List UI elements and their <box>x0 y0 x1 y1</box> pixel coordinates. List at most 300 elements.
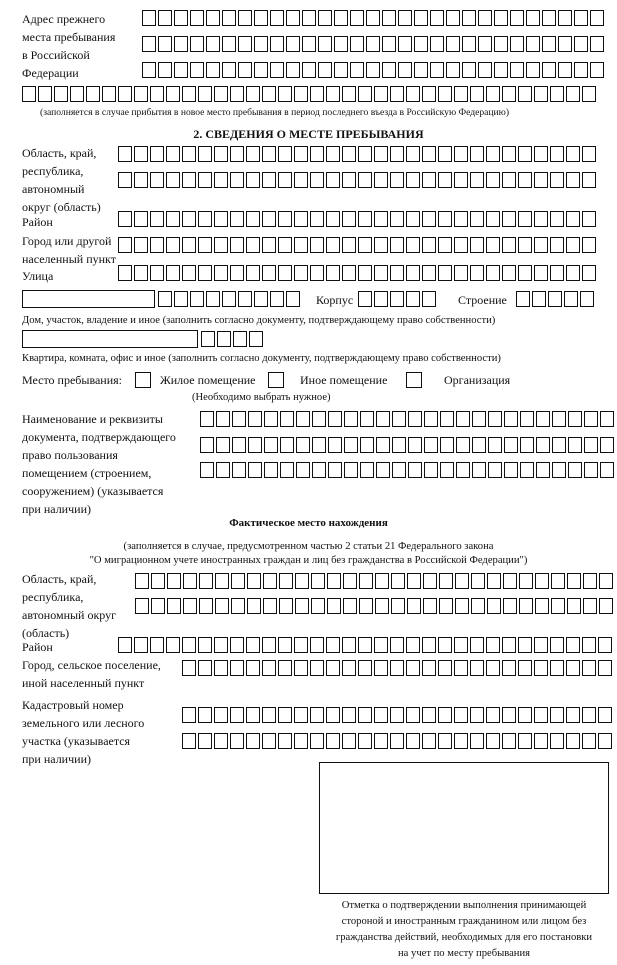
region-row-1[interactable] <box>118 146 598 164</box>
char-cell[interactable] <box>518 211 532 227</box>
char-cell[interactable] <box>263 598 277 614</box>
char-cell[interactable] <box>470 146 484 162</box>
char-cell[interactable] <box>350 36 364 52</box>
char-cell[interactable] <box>406 707 420 723</box>
char-cell[interactable] <box>470 660 484 676</box>
char-cell[interactable] <box>286 62 300 78</box>
char-cell[interactable] <box>232 437 246 453</box>
char-cell[interactable] <box>422 146 436 162</box>
char-cell[interactable] <box>552 411 566 427</box>
char-cell[interactable] <box>518 660 532 676</box>
char-cell[interactable] <box>542 10 556 26</box>
char-cell[interactable] <box>158 36 172 52</box>
char-cell[interactable] <box>598 733 612 749</box>
char-cell[interactable] <box>198 733 212 749</box>
char-cell[interactable] <box>382 62 396 78</box>
char-cell[interactable] <box>486 211 500 227</box>
char-cell[interactable] <box>246 265 260 281</box>
char-cell[interactable] <box>166 237 180 253</box>
char-cell[interactable] <box>536 411 550 427</box>
char-cell[interactable] <box>502 237 516 253</box>
char-cell[interactable] <box>502 146 516 162</box>
char-cell[interactable] <box>446 36 460 52</box>
char-cell[interactable] <box>376 437 390 453</box>
char-cell[interactable] <box>294 265 308 281</box>
char-cell[interactable] <box>215 598 229 614</box>
char-cell[interactable] <box>472 437 486 453</box>
char-cell[interactable] <box>519 573 533 589</box>
apartment-cells[interactable] <box>201 331 265 349</box>
char-cell[interactable] <box>550 265 564 281</box>
char-cell[interactable] <box>567 573 581 589</box>
char-cell[interactable] <box>470 172 484 188</box>
char-cell[interactable] <box>550 146 564 162</box>
char-cell[interactable] <box>199 598 213 614</box>
char-cell[interactable] <box>334 36 348 52</box>
char-cell[interactable] <box>439 598 453 614</box>
char-cell[interactable] <box>454 660 468 676</box>
char-cell[interactable] <box>262 172 276 188</box>
char-cell[interactable] <box>422 237 436 253</box>
char-cell[interactable] <box>247 573 261 589</box>
char-cell[interactable] <box>198 211 212 227</box>
char-cell[interactable] <box>118 265 132 281</box>
char-cell[interactable] <box>414 10 428 26</box>
char-cell[interactable] <box>454 265 468 281</box>
char-cell[interactable] <box>182 733 196 749</box>
char-cell[interactable] <box>198 637 212 653</box>
char-cell[interactable] <box>374 660 388 676</box>
char-cell[interactable] <box>504 462 518 478</box>
char-cell[interactable] <box>599 598 613 614</box>
char-cell[interactable] <box>456 437 470 453</box>
char-cell[interactable] <box>230 733 244 749</box>
char-cell[interactable] <box>246 733 260 749</box>
char-cell[interactable] <box>166 146 180 162</box>
char-cell[interactable] <box>424 411 438 427</box>
char-cell[interactable] <box>174 291 188 307</box>
char-cell[interactable] <box>22 86 36 102</box>
char-cell[interactable] <box>262 707 276 723</box>
char-cell[interactable] <box>342 707 356 723</box>
char-cell[interactable] <box>230 637 244 653</box>
char-cell[interactable] <box>406 146 420 162</box>
char-cell[interactable] <box>366 62 380 78</box>
char-cell[interactable] <box>582 733 596 749</box>
char-cell[interactable] <box>326 733 340 749</box>
char-cell[interactable] <box>270 36 284 52</box>
char-cell[interactable] <box>246 146 260 162</box>
char-cell[interactable] <box>344 437 358 453</box>
prev-address-row-1[interactable] <box>142 10 606 28</box>
char-cell[interactable] <box>376 411 390 427</box>
char-cell[interactable] <box>472 411 486 427</box>
char-cell[interactable] <box>334 62 348 78</box>
char-cell[interactable] <box>518 733 532 749</box>
char-cell[interactable] <box>342 637 356 653</box>
char-cell[interactable] <box>584 411 598 427</box>
document-row-2[interactable] <box>200 437 616 455</box>
char-cell[interactable] <box>550 660 564 676</box>
char-cell[interactable] <box>294 86 308 102</box>
char-cell[interactable] <box>390 237 404 253</box>
char-cell[interactable] <box>392 437 406 453</box>
char-cell[interactable] <box>422 707 436 723</box>
char-cell[interactable] <box>118 86 132 102</box>
char-cell[interactable] <box>254 10 268 26</box>
char-cell[interactable] <box>150 265 164 281</box>
char-cell[interactable] <box>550 172 564 188</box>
char-cell[interactable] <box>374 211 388 227</box>
street-row[interactable] <box>118 265 598 283</box>
char-cell[interactable] <box>246 660 260 676</box>
char-cell[interactable] <box>167 573 181 589</box>
korpus-cells[interactable] <box>358 291 438 309</box>
char-cell[interactable] <box>200 411 214 427</box>
char-cell[interactable] <box>440 437 454 453</box>
char-cell[interactable] <box>520 462 534 478</box>
char-cell[interactable] <box>150 146 164 162</box>
char-cell[interactable] <box>342 86 356 102</box>
char-cell[interactable] <box>462 36 476 52</box>
char-cell[interactable] <box>312 462 326 478</box>
char-cell[interactable] <box>462 10 476 26</box>
char-cell[interactable] <box>375 598 389 614</box>
char-cell[interactable] <box>198 265 212 281</box>
char-cell[interactable] <box>326 660 340 676</box>
char-cell[interactable] <box>334 10 348 26</box>
char-cell[interactable] <box>182 237 196 253</box>
char-cell[interactable] <box>582 172 596 188</box>
char-cell[interactable] <box>502 86 516 102</box>
char-cell[interactable] <box>118 637 132 653</box>
char-cell[interactable] <box>358 660 372 676</box>
char-cell[interactable] <box>262 660 276 676</box>
char-cell[interactable] <box>262 146 276 162</box>
char-cell[interactable] <box>134 146 148 162</box>
char-cell[interactable] <box>310 660 324 676</box>
char-cell[interactable] <box>280 411 294 427</box>
char-cell[interactable] <box>328 411 342 427</box>
char-cell[interactable] <box>278 637 292 653</box>
char-cell[interactable] <box>374 637 388 653</box>
district-row[interactable] <box>118 211 598 229</box>
char-cell[interactable] <box>470 237 484 253</box>
house-field[interactable] <box>22 290 155 308</box>
char-cell[interactable] <box>534 86 548 102</box>
char-cell[interactable] <box>407 573 421 589</box>
char-cell[interactable] <box>568 462 582 478</box>
char-cell[interactable] <box>183 573 197 589</box>
char-cell[interactable] <box>318 36 332 52</box>
char-cell[interactable] <box>374 291 388 307</box>
char-cell[interactable] <box>358 172 372 188</box>
char-cell[interactable] <box>278 265 292 281</box>
char-cell[interactable] <box>406 172 420 188</box>
char-cell[interactable] <box>532 291 546 307</box>
char-cell[interactable] <box>488 437 502 453</box>
char-cell[interactable] <box>358 707 372 723</box>
char-cell[interactable] <box>548 291 562 307</box>
char-cell[interactable] <box>326 237 340 253</box>
stroenie-cells[interactable] <box>516 291 596 309</box>
char-cell[interactable] <box>390 211 404 227</box>
char-cell[interactable] <box>150 211 164 227</box>
char-cell[interactable] <box>568 437 582 453</box>
actual-region-row-1[interactable] <box>135 573 615 591</box>
char-cell[interactable] <box>326 265 340 281</box>
char-cell[interactable] <box>502 733 516 749</box>
char-cell[interactable] <box>598 707 612 723</box>
char-cell[interactable] <box>414 62 428 78</box>
char-cell[interactable] <box>158 62 172 78</box>
char-cell[interactable] <box>343 598 357 614</box>
char-cell[interactable] <box>422 637 436 653</box>
char-cell[interactable] <box>270 291 284 307</box>
char-cell[interactable] <box>215 573 229 589</box>
char-cell[interactable] <box>398 62 412 78</box>
char-cell[interactable] <box>470 86 484 102</box>
char-cell[interactable] <box>504 411 518 427</box>
char-cell[interactable] <box>454 707 468 723</box>
char-cell[interactable] <box>486 146 500 162</box>
char-cell[interactable] <box>102 86 116 102</box>
char-cell[interactable] <box>391 598 405 614</box>
char-cell[interactable] <box>214 237 228 253</box>
char-cell[interactable] <box>566 265 580 281</box>
char-cell[interactable] <box>534 237 548 253</box>
char-cell[interactable] <box>454 146 468 162</box>
char-cell[interactable] <box>270 62 284 78</box>
char-cell[interactable] <box>249 331 263 347</box>
char-cell[interactable] <box>582 86 596 102</box>
char-cell[interactable] <box>142 62 156 78</box>
char-cell[interactable] <box>519 598 533 614</box>
char-cell[interactable] <box>70 86 84 102</box>
char-cell[interactable] <box>262 237 276 253</box>
char-cell[interactable] <box>390 291 404 307</box>
char-cell[interactable] <box>566 237 580 253</box>
char-cell[interactable] <box>550 733 564 749</box>
char-cell[interactable] <box>424 462 438 478</box>
char-cell[interactable] <box>566 211 580 227</box>
char-cell[interactable] <box>478 36 492 52</box>
char-cell[interactable] <box>214 86 228 102</box>
char-cell[interactable] <box>438 733 452 749</box>
char-cell[interactable] <box>310 637 324 653</box>
char-cell[interactable] <box>134 237 148 253</box>
char-cell[interactable] <box>568 411 582 427</box>
char-cell[interactable] <box>406 637 420 653</box>
char-cell[interactable] <box>550 211 564 227</box>
char-cell[interactable] <box>558 10 572 26</box>
char-cell[interactable] <box>391 573 405 589</box>
char-cell[interactable] <box>342 211 356 227</box>
char-cell[interactable] <box>326 707 340 723</box>
apartment-field[interactable] <box>22 330 198 348</box>
char-cell[interactable] <box>311 573 325 589</box>
char-cell[interactable] <box>358 637 372 653</box>
char-cell[interactable] <box>423 598 437 614</box>
char-cell[interactable] <box>198 146 212 162</box>
char-cell[interactable] <box>366 36 380 52</box>
char-cell[interactable] <box>390 86 404 102</box>
char-cell[interactable] <box>214 707 228 723</box>
char-cell[interactable] <box>542 62 556 78</box>
char-cell[interactable] <box>150 637 164 653</box>
char-cell[interactable] <box>142 10 156 26</box>
char-cell[interactable] <box>430 10 444 26</box>
char-cell[interactable] <box>574 62 588 78</box>
char-cell[interactable] <box>150 172 164 188</box>
char-cell[interactable] <box>150 86 164 102</box>
char-cell[interactable] <box>295 573 309 589</box>
char-cell[interactable] <box>248 411 262 427</box>
char-cell[interactable] <box>375 573 389 589</box>
char-cell[interactable] <box>430 36 444 52</box>
char-cell[interactable] <box>183 598 197 614</box>
char-cell[interactable] <box>86 86 100 102</box>
char-cell[interactable] <box>598 637 612 653</box>
char-cell[interactable] <box>230 237 244 253</box>
char-cell[interactable] <box>310 146 324 162</box>
char-cell[interactable] <box>486 237 500 253</box>
char-cell[interactable] <box>582 660 596 676</box>
region-row-2[interactable] <box>118 172 598 190</box>
char-cell[interactable] <box>158 291 172 307</box>
char-cell[interactable] <box>360 462 374 478</box>
char-cell[interactable] <box>326 172 340 188</box>
char-cell[interactable] <box>182 637 196 653</box>
char-cell[interactable] <box>264 411 278 427</box>
char-cell[interactable] <box>470 637 484 653</box>
char-cell[interactable] <box>390 265 404 281</box>
char-cell[interactable] <box>422 86 436 102</box>
char-cell[interactable] <box>600 437 614 453</box>
char-cell[interactable] <box>312 437 326 453</box>
char-cell[interactable] <box>454 86 468 102</box>
char-cell[interactable] <box>358 211 372 227</box>
char-cell[interactable] <box>534 265 548 281</box>
char-cell[interactable] <box>328 437 342 453</box>
char-cell[interactable] <box>206 10 220 26</box>
char-cell[interactable] <box>520 437 534 453</box>
char-cell[interactable] <box>550 86 564 102</box>
char-cell[interactable] <box>134 172 148 188</box>
char-cell[interactable] <box>358 86 372 102</box>
char-cell[interactable] <box>406 237 420 253</box>
char-cell[interactable] <box>142 36 156 52</box>
char-cell[interactable] <box>582 211 596 227</box>
char-cell[interactable] <box>502 660 516 676</box>
char-cell[interactable] <box>552 437 566 453</box>
char-cell[interactable] <box>118 172 132 188</box>
char-cell[interactable] <box>328 462 342 478</box>
char-cell[interactable] <box>166 211 180 227</box>
char-cell[interactable] <box>503 573 517 589</box>
char-cell[interactable] <box>486 172 500 188</box>
char-cell[interactable] <box>167 598 181 614</box>
char-cell[interactable] <box>510 10 524 26</box>
char-cell[interactable] <box>590 62 604 78</box>
char-cell[interactable] <box>358 146 372 162</box>
char-cell[interactable] <box>390 637 404 653</box>
char-cell[interactable] <box>358 265 372 281</box>
char-cell[interactable] <box>222 36 236 52</box>
char-cell[interactable] <box>216 437 230 453</box>
char-cell[interactable] <box>487 598 501 614</box>
char-cell[interactable] <box>406 211 420 227</box>
char-cell[interactable] <box>366 10 380 26</box>
char-cell[interactable] <box>516 291 530 307</box>
char-cell[interactable] <box>534 211 548 227</box>
char-cell[interactable] <box>599 573 613 589</box>
char-cell[interactable] <box>414 36 428 52</box>
char-cell[interactable] <box>214 637 228 653</box>
char-cell[interactable] <box>248 462 262 478</box>
char-cell[interactable] <box>230 707 244 723</box>
char-cell[interactable] <box>295 598 309 614</box>
char-cell[interactable] <box>198 660 212 676</box>
char-cell[interactable] <box>360 437 374 453</box>
char-cell[interactable] <box>590 10 604 26</box>
char-cell[interactable] <box>430 62 444 78</box>
char-cell[interactable] <box>327 598 341 614</box>
char-cell[interactable] <box>326 146 340 162</box>
char-cell[interactable] <box>312 411 326 427</box>
char-cell[interactable] <box>550 707 564 723</box>
char-cell[interactable] <box>534 660 548 676</box>
char-cell[interactable] <box>263 573 277 589</box>
char-cell[interactable] <box>311 598 325 614</box>
char-cell[interactable] <box>318 10 332 26</box>
char-cell[interactable] <box>406 86 420 102</box>
char-cell[interactable] <box>326 637 340 653</box>
char-cell[interactable] <box>343 573 357 589</box>
char-cell[interactable] <box>440 462 454 478</box>
char-cell[interactable] <box>472 462 486 478</box>
char-cell[interactable] <box>376 462 390 478</box>
char-cell[interactable] <box>590 36 604 52</box>
char-cell[interactable] <box>278 237 292 253</box>
char-cell[interactable] <box>438 660 452 676</box>
char-cell[interactable] <box>398 36 412 52</box>
cadastral-row-2[interactable] <box>182 733 614 751</box>
char-cell[interactable] <box>174 10 188 26</box>
char-cell[interactable] <box>374 707 388 723</box>
char-cell[interactable] <box>342 146 356 162</box>
char-cell[interactable] <box>182 660 196 676</box>
char-cell[interactable] <box>407 598 421 614</box>
char-cell[interactable] <box>294 637 308 653</box>
char-cell[interactable] <box>134 265 148 281</box>
char-cell[interactable] <box>279 573 293 589</box>
char-cell[interactable] <box>198 86 212 102</box>
char-cell[interactable] <box>190 10 204 26</box>
char-cell[interactable] <box>302 62 316 78</box>
char-cell[interactable] <box>246 86 260 102</box>
char-cell[interactable] <box>230 660 244 676</box>
char-cell[interactable] <box>502 172 516 188</box>
char-cell[interactable] <box>542 36 556 52</box>
char-cell[interactable] <box>344 462 358 478</box>
char-cell[interactable] <box>422 211 436 227</box>
char-cell[interactable] <box>502 707 516 723</box>
char-cell[interactable] <box>478 10 492 26</box>
char-cell[interactable] <box>494 10 508 26</box>
char-cell[interactable] <box>374 86 388 102</box>
char-cell[interactable] <box>190 291 204 307</box>
